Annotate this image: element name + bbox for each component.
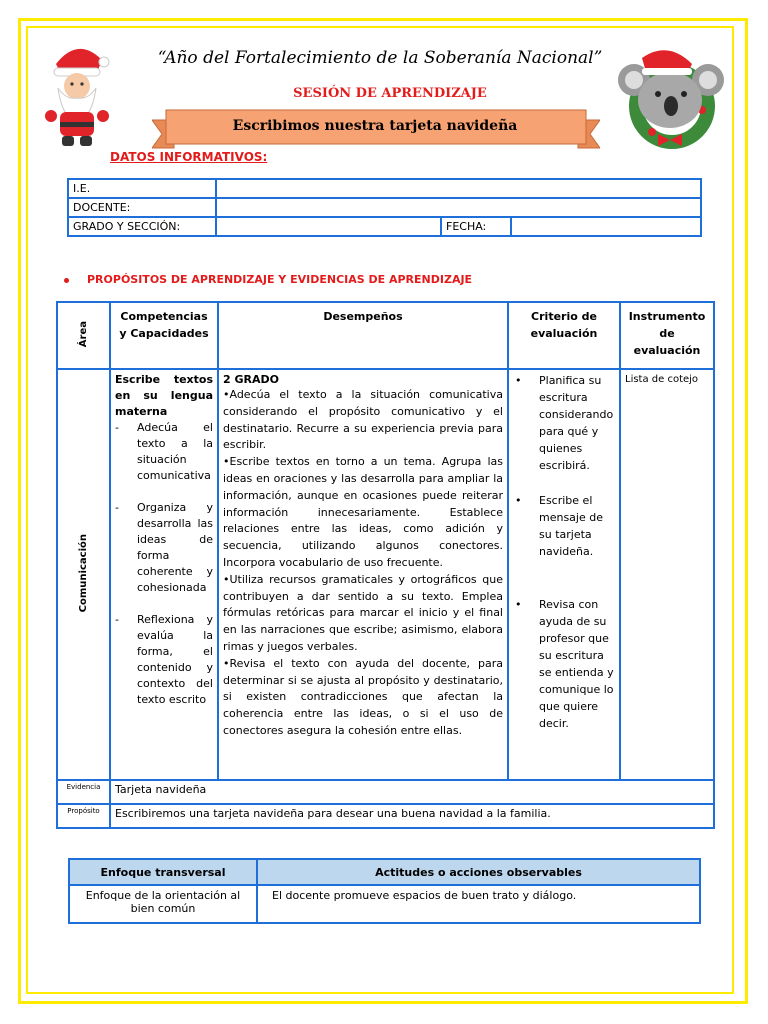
desempeno-item: •Adecúa el texto a la situación comunicativa considerando el propósito comunicativo y el destinatario. Recurre a su experiencia previa para escribir. [223,388,503,452]
header-competencias: Competencias y Capacidades [110,302,218,369]
info-table [67,178,702,237]
fecha-label: FECHA: [441,217,511,236]
docente-value [216,198,701,217]
desempenos-cell [218,369,508,780]
competencia-title: Escribe textos en su lengua materna [115,373,213,418]
area-value: Comunicación [78,533,89,613]
competencias-cell [110,369,218,780]
header-desempenos: Desempeños [218,302,508,369]
capacidad-item: - Organiza y desarrolla las ideas de forma coherente y cohesionada [115,501,213,594]
header-area: Área [57,302,110,369]
fecha-value [511,217,701,236]
instrumento-cell: Lista de cotejo [620,369,714,780]
area-cell [57,369,110,780]
enfoque-table [68,858,701,924]
capacidad-item: - Reflexiona y evalúa la forma, el contenido y contexto del texto escrito [115,613,213,706]
evidencia-value: Tarjeta navideña [110,780,714,804]
desempeno-item: •Escribe textos en torno a un tema. Agrupa las ideas en oraciones y las desarrolla para ampliar la información, aunque en ocasiones puede reiterar información innecesariamente. Establece relaciones entre las ideas, como adición y secuencia, utilizando algunos conectores. Incorpora vocabulario de uso frecuente. [223,455,503,569]
propositos-table [56,301,715,829]
santa-icon [42,42,114,148]
header-enfoque: Enfoque transversal [69,859,257,885]
header-criterio: Criterio de evaluación [508,302,620,369]
proposito-value: Escribiremos una tarjeta navideña para desear una buena navidad a la familia. [110,804,714,828]
desempeno-item: •Revisa el texto con ayuda del docente, para determinar si se ajusta al propósito y destinatario, si existen contradicciones que afectan la coherencia entre las ideas, o si el uso de conectores asegura la cohesión entre ellas. [223,656,503,737]
session-topic-title: Escribimos nuestra tarjeta navideña [232,118,518,134]
grade-label: 2 GRADO [223,373,279,386]
criterio-item: • Escribe el mensaje de su tarjeta navideña. [515,494,603,558]
capacidades-list [115,420,213,708]
criterios-cell [508,369,620,780]
grado-value [216,217,441,236]
ie-value [216,179,701,198]
bullet-icon [64,278,69,283]
datos-informativos-title: DATOS INFORMATIVOS: [110,150,268,164]
header-actitudes: Actitudes o acciones observables [257,859,700,885]
propositos-title [64,273,472,286]
propositos-title-text: PROPÓSITOS DE APRENDIZAJE Y EVIDENCIAS DE APRENDIZAJE [87,273,473,286]
header-instrumento: Instrumento de evaluación [620,302,714,369]
desempeno-item: •Utiliza recursos gramaticales y ortográficos que contribuyen a dar sentido a su texto. Emplea fórmulas retóricas para marcar el inicio y el final en las narraciones que escribe; asimismo, elabora rimas y juegos verbales. [223,572,503,653]
criterio-item: • Revisa con ayuda de su profesor que su escritura se entienda y comunique lo que quiere decir. [515,598,614,730]
docente-label: DOCENTE: [68,198,216,217]
criterios-list [513,372,615,732]
grado-label: GRADO Y SECCIÓN: [68,217,216,236]
enfoque-value: Enfoque de la orientación al bien común [69,885,257,923]
ie-label: I.E. [68,179,216,198]
session-title: SESIÓN DE APRENDIZAJE [293,86,487,101]
criterio-item: • Planifica su escritura considerando para qué y quienes escribirá. [515,374,614,472]
year-title: “Año del Fortalecimiento de la Soberanía Nacional” [157,48,603,68]
evidencia-label: Evidencia [57,780,110,804]
proposito-label: Propósito [57,804,110,828]
capacidad-item: - Adecúa el texto a la situación comunicativa [115,421,213,482]
actitudes-value: El docente promueve espacios de buen trato y diálogo. [257,885,700,923]
